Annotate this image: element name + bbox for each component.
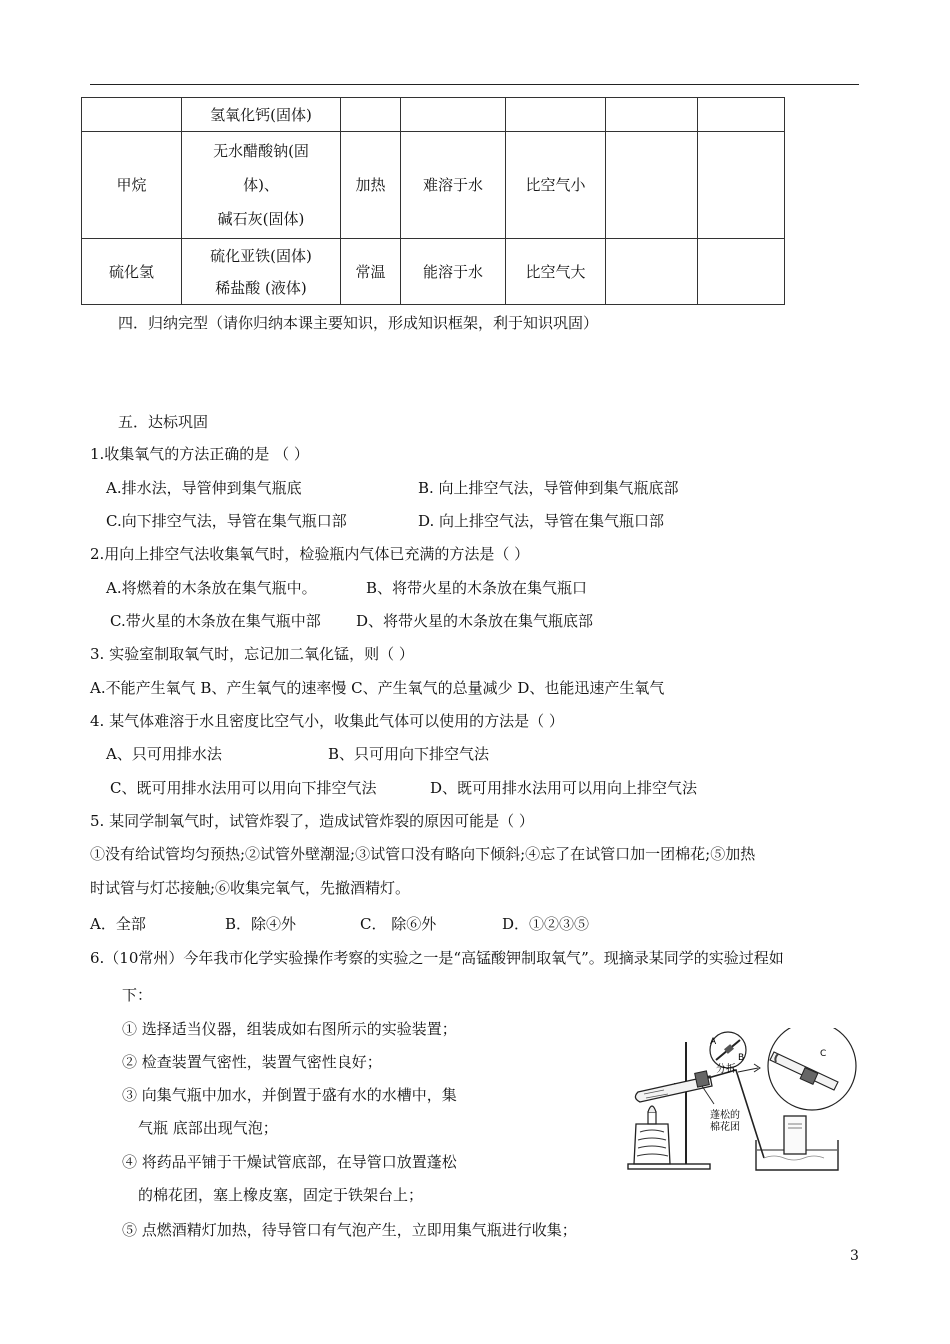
gas-jar: [784, 1116, 806, 1154]
table-cell-empty: [698, 239, 785, 305]
question-5-option-b: B．除④外: [225, 915, 297, 933]
question-6-stem: 6.（10常州）今年我市化学实验操作考察的实验之一是“高锰酸钾制取氧气”。现摘录某同学的实验过程如: [90, 949, 784, 967]
split-label: 分拆: [716, 1064, 736, 1075]
question-6-step-3-continued: 气瓶 底部出现气泡；: [138, 1119, 278, 1137]
table-cell-condition: 常温: [341, 239, 401, 305]
table-cell-reagents: 硫化亚铁(固体) 稀盐酸 (液体): [182, 239, 341, 305]
table-cell-solubility: [401, 98, 506, 132]
question-2-stem: 2.用向上排空气法收集氧气时，检验瓶内气体已充满的方法是（ ）: [90, 545, 530, 563]
cotton-label-1: 蓬松的: [710, 1110, 740, 1121]
question-5-option-c: C． 除⑥外: [360, 915, 437, 933]
table-cell-gas: 甲烷: [82, 132, 182, 239]
table-row: [82, 132, 785, 239]
table-cell-reagents: 氢氧化钙(固体): [182, 98, 341, 132]
question-5-option-a: A．全部: [90, 915, 146, 933]
oxygen-apparatus-figure: [624, 1028, 860, 1176]
question-3-options: A.不能产生氧气 B、产生氧气的速率慢 C、产生氧气的总量减少 D、也能迅速产生氧气: [90, 679, 665, 697]
inset-c: [768, 1028, 856, 1110]
table-cell-density: 比空气大: [506, 239, 606, 305]
question-1-option-c: C.向下排空气法，导管在集气瓶口部: [106, 512, 347, 530]
question-4-option-c: C、既可用排水法用可以用向下排空气法: [110, 779, 377, 797]
cotton-label-2: 棉花团: [710, 1122, 740, 1133]
question-5-stem: 5. 某同学制氧气时，试管炸裂了，造成试管炸裂的原因可能是（ ）: [90, 812, 534, 830]
label-a: A: [710, 1037, 717, 1047]
section-4-heading: 四．归纳完型（请你归纳本课主要知识，形成知识框架，利于知识巩固）: [118, 314, 599, 332]
question-3-stem: 3. 实验室制取氧气时，忘记加二氧化锰，则（ ）: [90, 645, 414, 663]
table-cell-condition: 加热: [341, 132, 401, 239]
table-cell-empty: [698, 132, 785, 239]
question-6-step-4: ④ 将药品平铺于干燥试管底部，在导管口放置蓬松: [122, 1153, 457, 1171]
table-cell-empty: [606, 98, 698, 132]
question-1-stem: 1.收集氧气的方法正确的是 （ ）: [90, 445, 309, 463]
question-6-step-4-continued: 的棉花团，塞上橡皮塞，固定于铁架台上；: [138, 1186, 424, 1204]
question-2-option-b: B、将带火星的木条放在集气瓶口: [366, 579, 588, 597]
table-cell-gas: [82, 98, 182, 132]
table-cell-reagents: 无水醋酸钠(固 体)、 碱石灰(固体): [182, 132, 341, 239]
question-6-step-3: ③ 向集气瓶中加水，并倒置于盛有水的水槽中，集: [122, 1086, 457, 1104]
table-cell-empty: [698, 98, 785, 132]
label-b: B: [738, 1053, 745, 1063]
question-2-option-a: A.将燃着的木条放在集气瓶中。: [106, 579, 317, 597]
page-number: 3: [850, 1248, 859, 1264]
table-cell-empty: [606, 132, 698, 239]
question-1-option-d: D. 向上排空气法，导管在集气瓶口部: [418, 512, 665, 530]
question-5-body-line-2: 时试管与灯芯接触;⑥收集完氧气，先撤酒精灯。: [90, 879, 411, 897]
question-5-option-d: D．①②③⑤: [502, 915, 590, 933]
table-row: [82, 98, 785, 132]
table-row: [82, 239, 785, 305]
table-cell-empty: [606, 239, 698, 305]
table-cell-density: 比空气小: [506, 132, 606, 239]
table-cell-solubility: 难溶于水: [401, 132, 506, 239]
question-6-step-1: ① 选择适当仪器，组装成如右图所示的实验装置；: [122, 1020, 457, 1038]
table-cell-condition: [341, 98, 401, 132]
section-5-heading: 五．达标巩固: [118, 413, 209, 431]
label-c: C: [820, 1049, 827, 1059]
question-4-option-d: D、既可用排水法用可以用向上排空气法: [430, 779, 698, 797]
question-2-option-d: D、将带火星的木条放在集气瓶底部: [356, 612, 594, 630]
question-4-option-b: B、只可用向下排空气法: [328, 745, 490, 763]
stand-base: [628, 1164, 710, 1169]
table-cell-gas: 硫化氢: [82, 239, 182, 305]
gas-preparation-table: [81, 97, 785, 305]
header-rule: [90, 84, 859, 85]
question-6-step-5: ⑤ 点燃酒精灯加热，待导管口有气泡产生，立即用集气瓶进行收集；: [122, 1221, 577, 1239]
question-5-body-line-1: ①没有给试管均匀预热;②试管外壁潮湿;③试管口没有略向下倾斜;④忘了在试管口加一团棉花;⑤加热: [90, 845, 756, 863]
table-cell-solubility: 能溶于水: [401, 239, 506, 305]
rubber-stopper: [695, 1071, 710, 1087]
question-4-option-a: A、只可用排水法: [106, 745, 222, 763]
table-cell-density: [506, 98, 606, 132]
question-1-option-a: A.排水法，导管伸到集气瓶底: [106, 479, 302, 497]
question-4-stem: 4. 某气体难溶于水且密度比空气小，收集此气体可以使用的方法是（ ）: [90, 712, 564, 730]
question-2-option-c: C.带火星的木条放在集气瓶中部: [110, 612, 321, 630]
question-1-option-b: B. 向上排空气法，导管伸到集气瓶底部: [418, 479, 679, 497]
question-6-step-2: ② 检查装置气密性，装置气密性良好；: [122, 1053, 382, 1071]
question-6-stem-continued: 下：: [122, 986, 153, 1004]
